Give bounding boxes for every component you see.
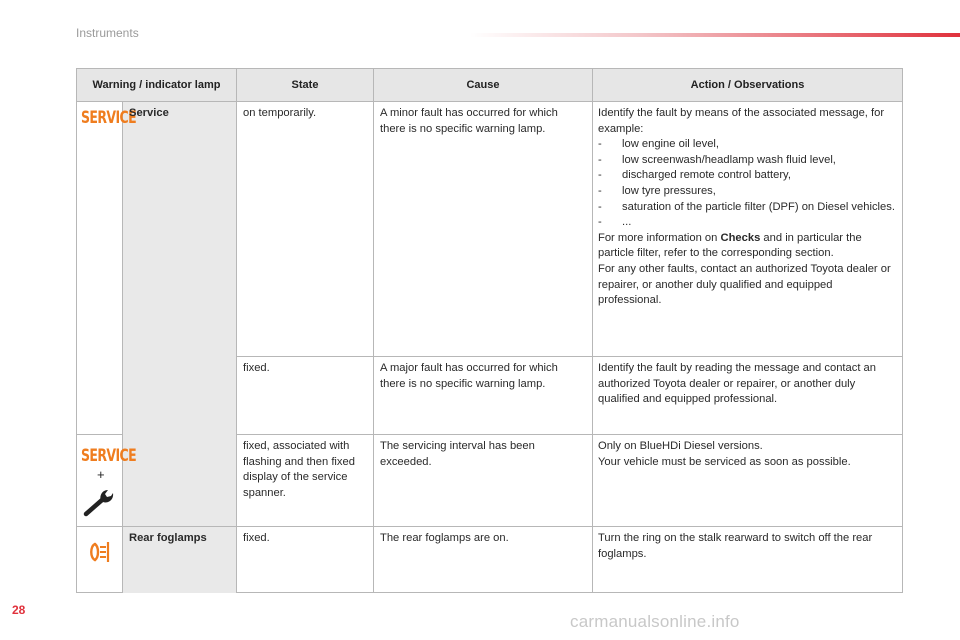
checks-reference: Checks — [720, 231, 761, 244]
col-divider — [122, 102, 123, 593]
action-more-info — [598, 231, 898, 262]
header-lamp: Warning / indicator lamp — [77, 69, 236, 101]
header-cause: Cause — [374, 69, 592, 101]
warning-lamp-table — [76, 68, 903, 593]
row-divider — [77, 526, 902, 527]
state-cell: on temporarily. — [243, 107, 317, 119]
row-divider — [77, 101, 902, 102]
action-line: Only on BlueHDi Diesel versions. — [598, 440, 763, 452]
list-item: - discharged remote control battery, — [598, 168, 898, 184]
lamp-name-service: Service — [129, 107, 169, 119]
service-warning-icon: SERVICE — [81, 445, 137, 466]
spanner-icon — [82, 487, 116, 517]
cause-cell: A minor fault has occurred for which there is no specific warning lamp. — [380, 107, 558, 135]
header-action: Action / Observations — [593, 69, 902, 101]
col-divider — [236, 69, 237, 593]
plus-sign: + — [97, 467, 105, 482]
cause-cell: The rear foglamps are on. — [380, 532, 509, 544]
col-divider — [373, 69, 374, 593]
fault-example-list — [598, 137, 898, 231]
rear-foglamp-icon — [86, 540, 116, 564]
page-number: 28 — [12, 603, 26, 617]
action-intro: Identify the fault by means of the associated message, for example: — [598, 107, 885, 135]
header-rule — [470, 33, 960, 37]
cause-cell: The servicing interval has been exceeded. — [380, 440, 535, 468]
lamp-name-column-bg — [123, 102, 236, 526]
action-cell: Identify the fault by reading the message and contact an authorized Toyota dealer or repairer, or another duly qualified and equipped professional. — [598, 362, 877, 406]
more-info-prefix: For more information on — [598, 231, 721, 244]
cause-cell: A major fault has occurred for which there is no specific warning lamp. — [380, 362, 558, 390]
row-divider — [236, 434, 902, 435]
list-item: - low screenwash/headlamp wash fluid level, — [598, 153, 898, 169]
list-item: - saturation of the particle filter (DPF) on Diesel vehicles. — [598, 200, 898, 216]
state-cell: fixed. — [243, 532, 270, 544]
more-info-suffix: and in particular the particle filter, refer to the corresponding section. — [598, 231, 862, 260]
row-divider — [77, 434, 122, 435]
action-cell — [598, 106, 898, 309]
list-item: - ... — [598, 215, 898, 231]
list-item: - low engine oil level, — [598, 137, 898, 153]
section-title: Instruments — [76, 26, 139, 40]
list-item: - low tyre pressures, — [598, 184, 898, 200]
action-line: Your vehicle must be serviced as soon as possible. — [598, 455, 851, 468]
header-state: State — [237, 69, 373, 101]
state-cell: fixed, associated with flashing and then fixed display of the service spanner. — [243, 440, 355, 499]
state-cell: fixed. — [243, 362, 270, 374]
action-cell — [598, 439, 898, 470]
col-divider — [592, 69, 593, 593]
lamp-name-rear-foglamps: Rear foglamps — [129, 532, 207, 544]
watermark: carmanualsonline.info — [570, 612, 740, 631]
row-divider — [236, 356, 902, 357]
action-other-faults: For any other faults, contact an authorized Toyota dealer or repairer, or another duly qualified and equipped professional. — [598, 262, 891, 307]
action-cell: Turn the ring on the stalk rearward to switch off the rear foglamps. — [598, 532, 873, 560]
service-warning-icon: SERVICE — [81, 107, 137, 128]
